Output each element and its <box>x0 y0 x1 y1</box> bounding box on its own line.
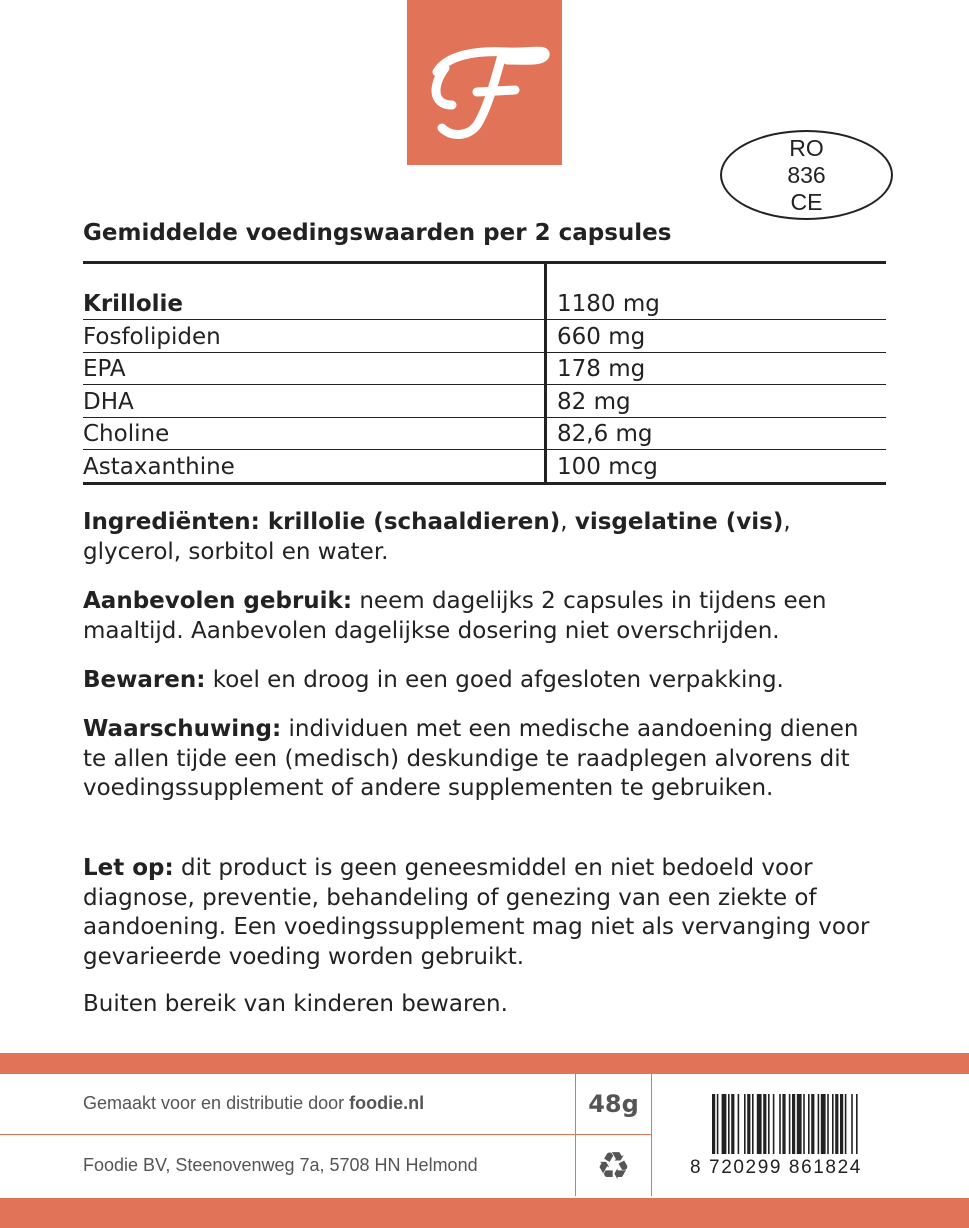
nutrition-name: Choline <box>83 421 170 447</box>
footer-band-top <box>0 1053 969 1074</box>
barcode-bar <box>763 1094 766 1154</box>
notice-label: Let op: <box>83 855 174 881</box>
nutrition-value: 100 mcg <box>544 450 886 482</box>
barcode-bar <box>782 1094 785 1154</box>
warning-text: individuen met een medische aandoening dienen te allen tijde een (medisch) deskundige te raadplegen alvorens dit voedingssupplement of andere supplementen te gebruiken. <box>83 716 859 801</box>
approval-mark-line1: RO <box>789 134 824 161</box>
barcode-bar <box>747 1094 750 1154</box>
footer-band-bottom <box>0 1198 969 1228</box>
logo-letter-f-icon <box>407 0 562 165</box>
barcode-bar <box>744 1094 746 1154</box>
barcode-bar <box>728 1094 730 1154</box>
recycle-icon: ♻ <box>596 1143 631 1188</box>
distribution-site: foodie.nl <box>349 1093 425 1113</box>
barcode-bar <box>818 1094 820 1154</box>
barcode-bar <box>821 1094 826 1154</box>
nutrition-heading: Gemiddelde voedingswaarden per 2 capsules <box>83 220 672 246</box>
ingredients-paragraph <box>83 508 893 567</box>
nutrition-row <box>83 449 886 482</box>
storage-paragraph <box>83 666 893 696</box>
nutrition-row <box>83 319 886 352</box>
nutrition-value: 1180 mg <box>544 264 886 319</box>
nutrition-table <box>83 261 886 485</box>
barcode-bar <box>779 1094 781 1154</box>
storage-text: koel en droog in een goed afgesloten verpakking. <box>205 667 784 693</box>
usage-text: neem dagelijks 2 capsules in tijdens een maaltijd. Aanbevolen dagelijkse dosering niet overschrijden. <box>83 588 827 644</box>
nutrition-value: 178 mg <box>544 353 886 385</box>
nutrition-value: 82 mg <box>544 385 886 417</box>
barcode-bar <box>717 1094 719 1154</box>
footer-divider <box>0 1134 652 1135</box>
company-address: Foodie BV, Steenovenweg 7a, 5708 HN Helmond <box>83 1155 478 1175</box>
barcode-bar <box>856 1094 858 1154</box>
barcode-bar <box>840 1094 843 1154</box>
barcode-bar <box>851 1094 853 1154</box>
nutrition-name: Krillolie <box>83 291 183 317</box>
barcode-bar <box>768 1094 770 1154</box>
barcode-bar <box>773 1094 775 1154</box>
nutrition-row <box>83 352 886 385</box>
usage-paragraph <box>83 587 893 646</box>
barcode-bar <box>827 1094 829 1154</box>
barcode-bar <box>757 1094 762 1154</box>
children-warning: Buiten bereik van kinderen bewaren. <box>83 991 508 1017</box>
warning-paragraph <box>83 715 873 804</box>
barcode-bar <box>803 1094 805 1154</box>
brand-logo <box>407 0 562 165</box>
barcode-bar <box>722 1094 727 1154</box>
barcode-bar <box>832 1094 834 1154</box>
footer-divider <box>651 1074 652 1196</box>
barcode-bar <box>752 1094 754 1154</box>
distribution-text <box>83 1093 424 1114</box>
approval-mark-line2: 836 <box>787 161 826 188</box>
nutrition-name: EPA <box>83 356 126 382</box>
barcode-bar <box>845 1094 847 1154</box>
notice-text: dit product is geen geneesmiddel en niet bedoeld voor diagnose, preventie, behandeling of genezing van een ziekte of aandoening. Een voedingssupplement mag niet als vervanging voor gevarieerde voeding worden gebruikt. <box>83 855 870 970</box>
approval-mark-line3: CE <box>790 188 823 215</box>
barcode-bar <box>789 1094 791 1154</box>
footer <box>0 1074 969 1196</box>
nutrition-row <box>83 264 886 319</box>
barcode-bar <box>797 1094 802 1154</box>
nutrition-row <box>83 384 886 417</box>
barcode-bar <box>808 1094 810 1154</box>
barcode-icon <box>688 1094 893 1156</box>
barcode-bar <box>731 1094 734 1154</box>
warning-label: Waarschuwing: <box>83 716 282 742</box>
barcode-number: 8 720299 861824 <box>690 1157 862 1178</box>
nutrition-value: 660 mg <box>544 320 886 352</box>
storage-label: Bewaren: <box>83 667 206 693</box>
notice-paragraph <box>83 854 893 972</box>
approval-mark <box>720 130 893 220</box>
distribution-prefix: Gemaakt voor en distributie door <box>83 1093 350 1113</box>
barcode-bar <box>712 1094 715 1154</box>
nutrition-name: Fosfolipiden <box>83 323 221 350</box>
ingredients-separator: , <box>560 509 575 535</box>
net-weight: 48g <box>588 1090 639 1118</box>
usage-label: Aanbevolen gebruik: <box>83 588 353 614</box>
nutrition-value: 82,6 mg <box>544 418 886 450</box>
barcode-bar <box>792 1094 795 1154</box>
ingredients-text: , glycerol, sorbitol en water. <box>83 509 791 565</box>
barcode-bar <box>811 1094 814 1154</box>
ingredients-allergen-2: visgelatine (vis) <box>574 509 784 535</box>
ingredients-allergen-1: krillolie (schaaldieren) <box>259 509 561 535</box>
nutrition-name: DHA <box>83 388 134 415</box>
barcode-bar <box>835 1094 838 1154</box>
nutrition-row <box>83 417 886 450</box>
nutrition-name: Astaxanthine <box>83 453 235 480</box>
ingredients-label: Ingrediënten: <box>83 509 260 535</box>
barcode-bar <box>738 1094 740 1154</box>
